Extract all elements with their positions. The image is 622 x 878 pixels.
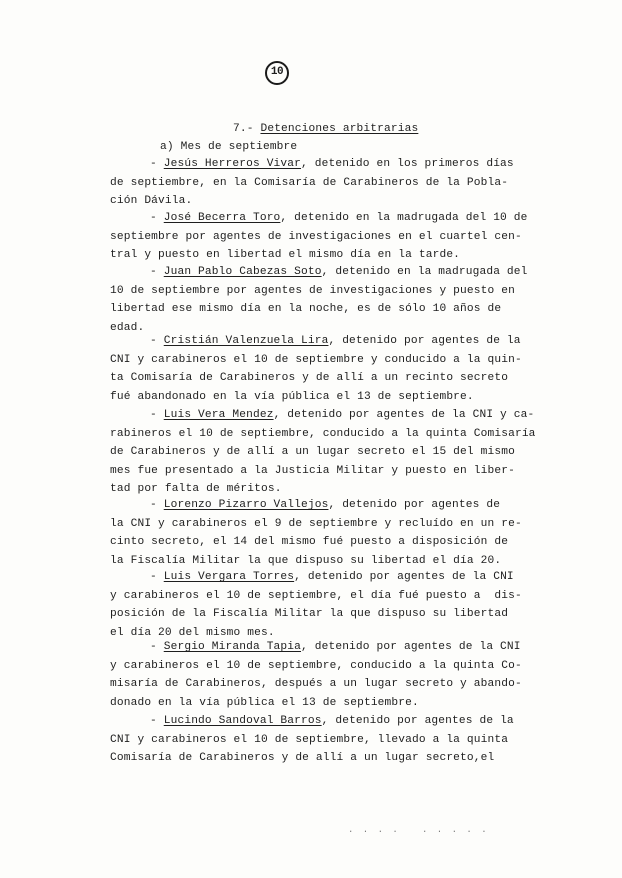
entry-text-line: CNI y carabineros el 10 de septiembre, llevado a la quinta — [110, 733, 509, 746]
entry-dash: - — [150, 499, 164, 511]
detainee-name: Juan Pablo Cabezas Soto — [163, 266, 322, 278]
entry-text: , detenido en la madrugada del 10 de — [280, 212, 528, 224]
entry-text-line: mes fue presentado a la Justicia Militar y puesto en liber- — [110, 464, 515, 477]
entry-text: , detenido en los primeros días — [301, 158, 514, 170]
entry-text-line: y carabineros el 10 de septiembre, conducido a la quinta Co- — [110, 659, 522, 672]
entry-text-line: septiembre por agentes de investigaciones en el cuartel cen- — [110, 230, 522, 243]
section-title: Detenciones arbitrarias — [260, 123, 419, 135]
entry-dash: - — [150, 212, 164, 224]
entry-first-line — [150, 334, 521, 349]
entry-dash: - — [150, 571, 164, 583]
entry-dash: - — [150, 335, 164, 347]
entry-dash: - — [150, 158, 164, 170]
entry-text: , detenido por agentes de la CNI — [301, 641, 521, 653]
entry-text: , detenido por agentes de — [328, 499, 501, 511]
entry-text-line: donado en la vía pública el 13 de septiembre. — [110, 696, 419, 709]
entry-text-line: de septiembre, en la Comisaría de Carabineros de la Pobla- — [110, 176, 509, 189]
entry-text-line: de Carabineros y de allí a un lugar secreto el 15 del mismo — [110, 446, 515, 459]
entry-text-line: 10 de septiembre por agentes de investigaciones y puesto en — [110, 284, 515, 297]
entry-dash: - — [150, 266, 164, 278]
entry-text-line: posición de la Fiscalía Militar la que dispuso su libertad — [110, 608, 509, 621]
detainee-name: Lorenzo Pizarro Vallejos — [163, 499, 329, 511]
entry-text-line: ta Comisaría de Carabineros y de allí a un recinto secreto — [110, 372, 509, 385]
detainee-name: Luis Vergara Torres — [163, 571, 295, 583]
detainee-name: Lucindo Sandoval Barros — [163, 715, 322, 727]
entry-first-line — [150, 265, 528, 280]
entry-text-line: tad por falta de méritos. — [110, 483, 282, 496]
entry-first-line — [150, 498, 500, 513]
detainee-name: Sergio Miranda Tapia — [163, 641, 302, 653]
entry-text: , detenido por agentes de la CNI — [294, 571, 514, 583]
entry-text-line: Comisaría de Carabineros y de allí a un lugar secreto,el — [110, 752, 495, 765]
detainee-name: José Becerra Toro — [163, 212, 281, 224]
entry-text: , detenido por agentes de la CNI y ca- — [273, 409, 535, 421]
entry-text-line: rabineros el 10 de septiembre, conducido a la quinta Comisaría — [110, 427, 536, 440]
entry-first-line — [150, 211, 528, 226]
entry-text-line: la CNI y carabineros el 9 de septiembre y recluído en un re- — [110, 517, 522, 530]
entry-first-line — [150, 157, 514, 172]
entry-text-line: la Fiscalía Militar la que dispuso su libertad el día 20. — [110, 554, 502, 567]
entry-first-line — [150, 640, 521, 655]
entry-text-line: ción Dávila. — [110, 195, 193, 208]
entry-dash: - — [150, 641, 164, 653]
entry-text-line: cinto secreto, el 14 del mismo fué puesto a disposición de — [110, 536, 509, 549]
entry-text-line: libertad ese mismo día en la noche, es de sólo 10 años de — [110, 303, 502, 316]
entry-text-line: edad. — [110, 321, 145, 334]
entry-dash: - — [150, 715, 164, 727]
entry-text: , detenido por agentes de la — [321, 715, 514, 727]
subsection-heading: a) Mes de septiembre — [160, 141, 298, 153]
entry-first-line — [150, 570, 514, 585]
entry-first-line — [150, 408, 534, 423]
entry-text-line: tral y puesto en libertad el mismo día en la tarde. — [110, 249, 461, 262]
entry-text: , detenido en la madrugada del — [321, 266, 528, 278]
section-heading — [233, 122, 418, 137]
entry-text: , detenido por agentes de la — [328, 335, 521, 347]
entry-text-line: misaría de Carabineros, después a un lugar secreto y abando- — [110, 678, 522, 691]
page-number: 10 — [265, 61, 289, 85]
entry-dash: - — [150, 409, 164, 421]
entry-text-line: y carabineros el 10 de septiembre, el día fué puesto a dis- — [110, 589, 522, 602]
entry-text-line: el día 20 del mismo mes. — [110, 626, 275, 639]
section-number: 7.- — [233, 123, 254, 135]
entry-first-line — [150, 714, 514, 729]
detainee-name: Jesús Herreros Vivar — [163, 158, 302, 170]
entry-text-line: CNI y carabineros el 10 de septiembre y conducido a la quin- — [110, 353, 522, 366]
entry-text-line: fué abandonado en la vía pública el 13 de septiembre. — [110, 390, 474, 403]
footer-dots: . . . . . . . . . — [348, 825, 489, 835]
detainee-name: Luis Vera Mendez — [163, 409, 274, 421]
detainee-name: Cristián Valenzuela Lira — [163, 335, 329, 347]
